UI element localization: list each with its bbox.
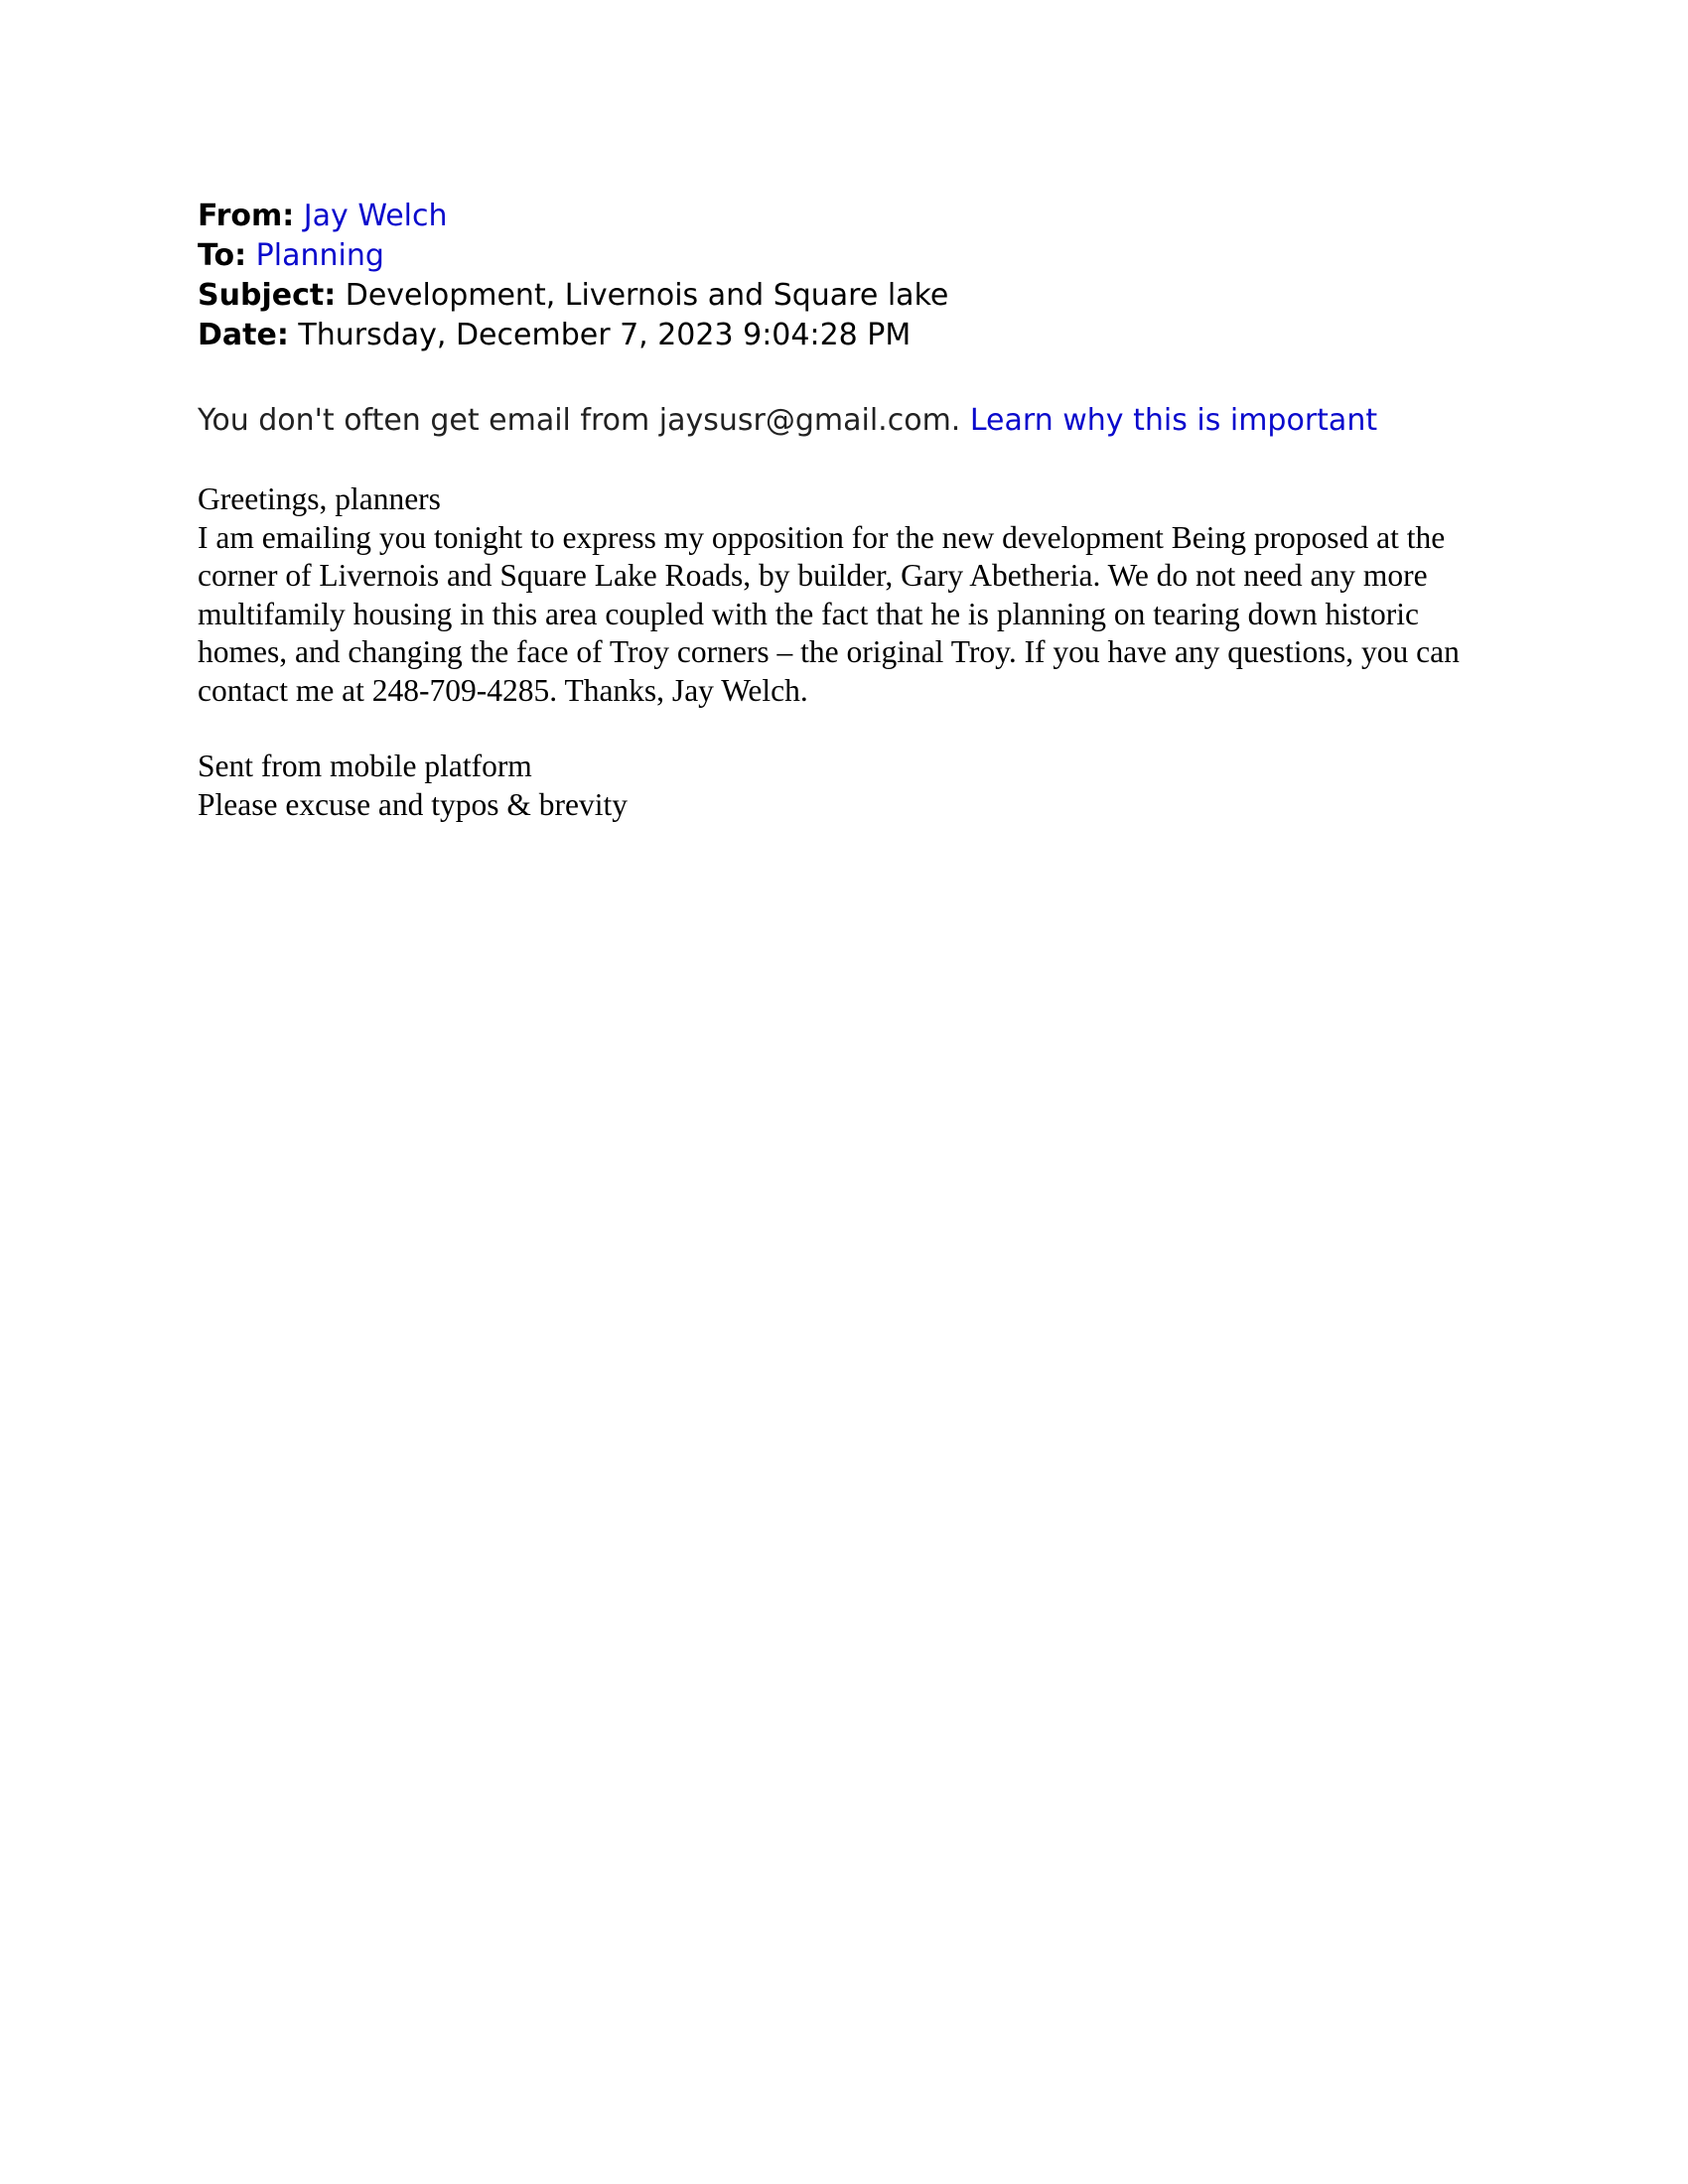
date-line	[198, 316, 1508, 355]
email-body	[198, 480, 1508, 824]
subject-value: Development, Livernois and Square lake	[345, 278, 949, 313]
subject-line	[198, 276, 1508, 316]
date-label: Date:	[198, 318, 289, 352]
to-line	[198, 236, 1508, 276]
to-label: To:	[198, 238, 247, 273]
external-sender-notice	[198, 401, 1508, 441]
learn-why-link[interactable]: Learn why this is important	[969, 403, 1378, 438]
recipient-link[interactable]: Planning	[255, 238, 384, 273]
from-label: From:	[198, 199, 295, 233]
from-line	[198, 197, 1508, 236]
signature	[198, 748, 1508, 824]
sender-link[interactable]: Jay Welch	[303, 199, 448, 233]
email-document	[198, 197, 1508, 824]
signature-line-2: Please excuse and typos & brevity	[198, 786, 629, 822]
greeting: Greetings, planners	[198, 481, 441, 516]
email-header	[198, 197, 1508, 355]
signature-line-1: Sent from mobile platform	[198, 749, 532, 783]
message-paragraph: I am emailing you tonight to express my opposition for the new development Being proposed at the corner of Livernois and Square Lake Roads, by builder, Gary Abetheria. We do not need any more multifamily housing in this area coupled with the fact that he is planning on tearing down historic homes, and changing the face of Troy corners – the original Troy. If you have any questions, you can contact me at 248-709-4285. Thanks, Jay Welch.	[198, 519, 1460, 708]
date-value: Thursday, December 7, 2023 9:04:28 PM	[298, 318, 912, 352]
notice-text: You don't often get email from jaysusr@gmail.com.	[198, 403, 961, 438]
subject-label: Subject:	[198, 278, 337, 313]
